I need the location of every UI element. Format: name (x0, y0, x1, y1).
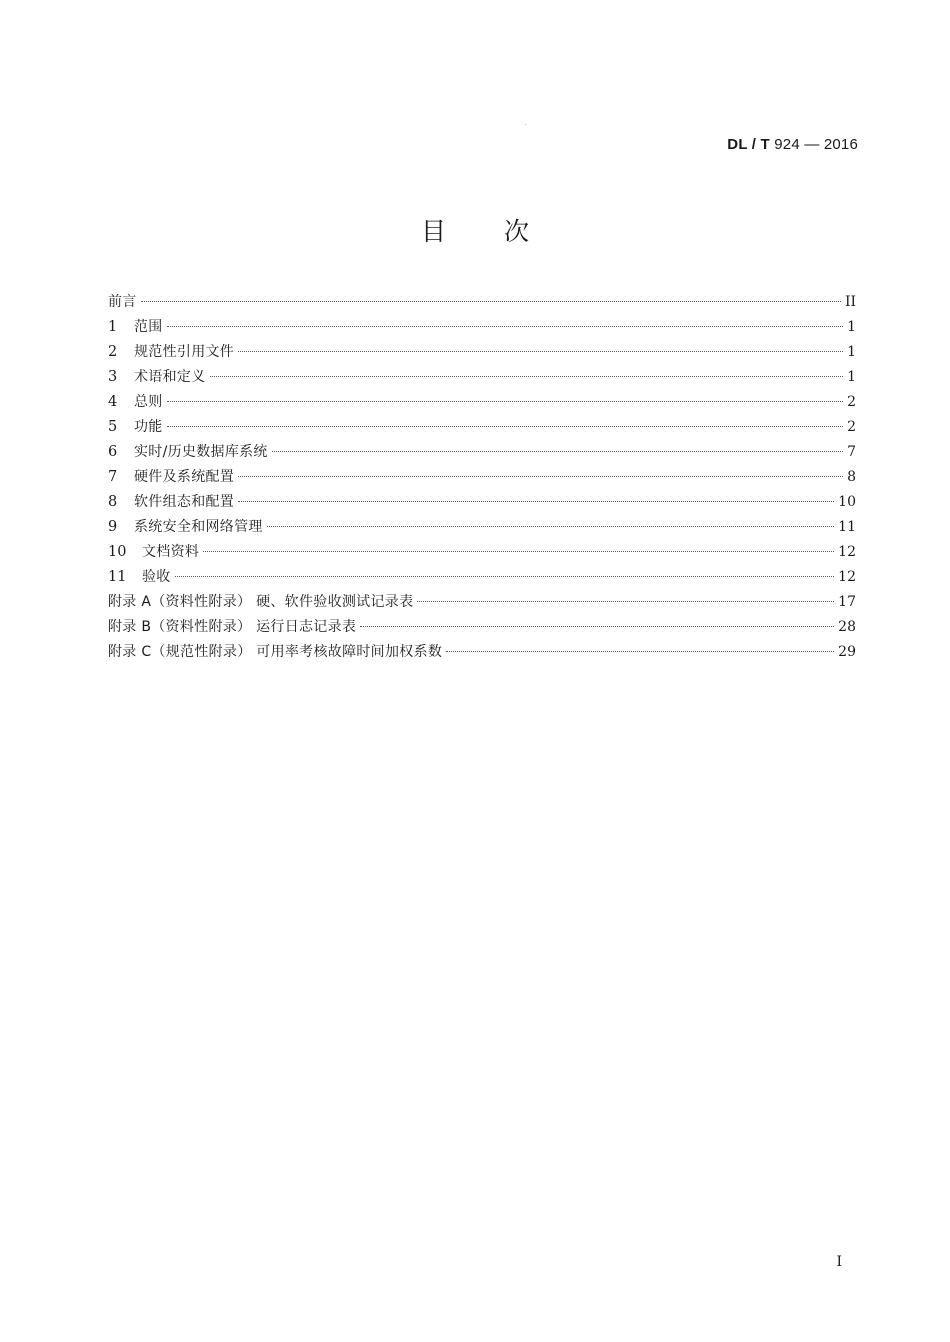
document-code (727, 136, 858, 153)
toc-entry-appendix-a[interactable] (108, 590, 856, 615)
toc-entry-page: 29 (838, 644, 856, 660)
toc-entry-11[interactable] (108, 565, 856, 590)
toc-entry-page: 28 (838, 619, 856, 635)
dot-leader (360, 626, 834, 627)
toc-entry-2[interactable] (108, 340, 856, 365)
dot-leader (267, 526, 834, 527)
dot-leader (203, 551, 834, 552)
page-number: I (836, 1254, 842, 1270)
toc-entry-page: 7 (847, 444, 856, 460)
dot-leader (167, 426, 843, 427)
dot-leader (210, 376, 844, 377)
dot-leader (238, 476, 843, 477)
toc-entry-page: II (844, 294, 856, 310)
dot-leader (141, 301, 841, 302)
toc-entry-label: 实时/历史数据库系统 (134, 444, 268, 460)
dot-leader (417, 601, 834, 602)
toc-entry-number: 7 (108, 469, 118, 485)
toc-entry-label: 附录 A（资料性附录） 硬、软件验收测试记录表 (108, 594, 414, 610)
page-title-char-1: 目 (420, 217, 446, 246)
toc-entry-page: 11 (838, 519, 856, 535)
toc-entry-page: 2 (847, 419, 856, 435)
toc-entry-page: 12 (838, 569, 856, 585)
toc-entry-number: 2 (108, 344, 118, 360)
toc-entry-label: 附录 B（资料性附录） 运行日志记录表 (108, 619, 357, 635)
toc-entry-label: 功能 (134, 419, 163, 435)
toc-entry-number: 10 (108, 544, 127, 560)
dot-leader (446, 651, 834, 652)
toc-entry-page: 1 (847, 369, 856, 385)
toc-entry-label: 验收 (142, 569, 171, 585)
scan-speck (525, 124, 526, 125)
toc-entry-page: 1 (847, 344, 856, 360)
toc-entry-label: 范围 (134, 319, 163, 335)
toc-entry-number: 1 (108, 319, 118, 335)
toc-entry-1[interactable] (108, 315, 856, 340)
toc-entry-number: 4 (108, 394, 118, 410)
toc-entry-number: 8 (108, 494, 118, 510)
table-of-contents (108, 290, 856, 665)
toc-entry-5[interactable] (108, 415, 856, 440)
page-title-char-2: 次 (504, 217, 530, 246)
toc-entry-6[interactable] (108, 440, 856, 465)
page-title (0, 212, 950, 248)
toc-entry-label: 前言 (108, 294, 137, 310)
dot-leader (238, 351, 843, 352)
toc-entry-number: 5 (108, 419, 118, 435)
toc-entry-number: 11 (108, 569, 127, 585)
toc-entry-label: 术语和定义 (134, 369, 206, 385)
dot-leader (238, 501, 834, 502)
toc-entry-page: 12 (838, 544, 856, 560)
toc-entry-label: 总则 (134, 394, 163, 410)
toc-entry-number: 3 (108, 369, 118, 385)
toc-entry-page: 1 (847, 319, 856, 335)
dot-leader (167, 326, 843, 327)
toc-entry-page: 17 (838, 594, 856, 610)
toc-entry-label: 文档资料 (142, 544, 200, 560)
toc-entry-8[interactable] (108, 490, 856, 515)
toc-entry-page: 10 (838, 494, 856, 510)
dot-leader (175, 576, 835, 577)
toc-entry-appendix-c[interactable] (108, 640, 856, 665)
toc-entry-label: 规范性引用文件 (134, 344, 235, 360)
toc-entry-4[interactable] (108, 390, 856, 415)
toc-entry-7[interactable] (108, 465, 856, 490)
toc-entry-page: 2 (847, 394, 856, 410)
toc-entry-9[interactable] (108, 515, 856, 540)
toc-entry-label: 系统安全和网络管理 (134, 519, 263, 535)
document-code-number: 924 — 2016 (774, 136, 858, 153)
document-code-prefix: DL / T (727, 136, 770, 153)
toc-entry-label: 硬件及系统配置 (134, 469, 235, 485)
toc-entry-appendix-b[interactable] (108, 615, 856, 640)
toc-entry-3[interactable] (108, 365, 856, 390)
toc-entry-page: 8 (847, 469, 856, 485)
toc-entry-preface[interactable] (108, 290, 856, 315)
dot-leader (167, 401, 843, 402)
toc-entry-10[interactable] (108, 540, 856, 565)
toc-entry-label: 附录 C（规范性附录） 可用率考核故障时间加权系数 (108, 644, 443, 660)
toc-entry-number: 9 (108, 519, 118, 535)
toc-entry-number: 6 (108, 444, 118, 460)
dot-leader (272, 451, 843, 452)
toc-entry-label: 软件组态和配置 (134, 494, 235, 510)
